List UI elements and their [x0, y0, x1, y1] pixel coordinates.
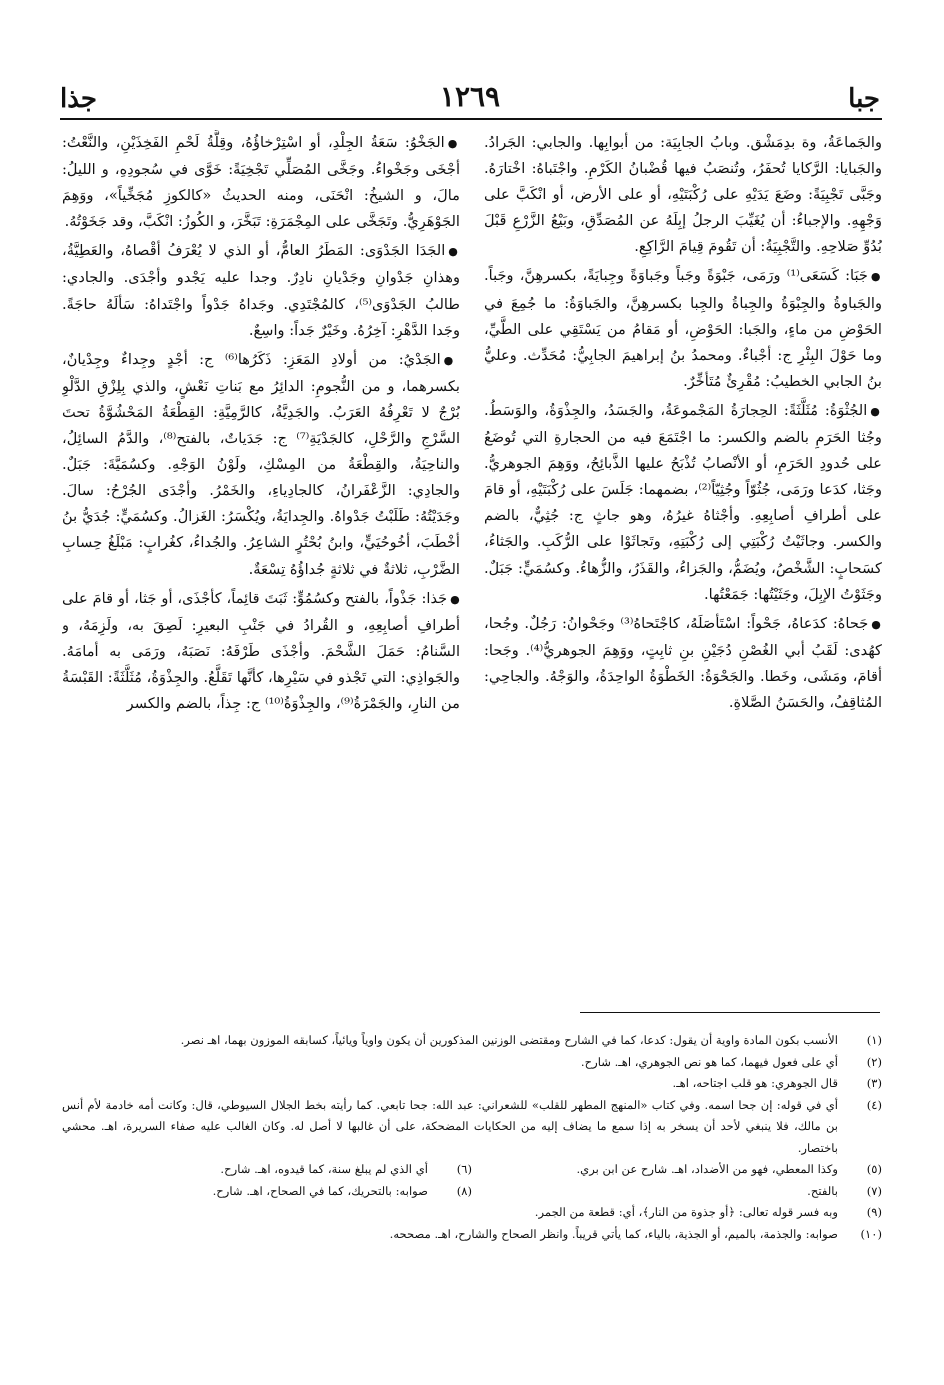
entry-paragraph — [62, 347, 460, 583]
footnote — [472, 1181, 882, 1203]
bullet-icon: ● — [447, 137, 460, 150]
entry-text: الجَخْوُ: سَعَةُ الجِلْدِ، أو اسْتِرْخاؤُهُ، وقِلَّةُ لَحْمِ الفَخِذَيْنِ، والنَّعْتُ: أجْخَى وجَخْواءُ. وجَخَّى المُصَلِّي تَجْخِيَةً: خَوَّى في سُجودِهِ، و الليلُ: مالَ، و الشيخُ: انْحَنَى، ومنه الحديثُ «كالكوزِ مُجَخِّياً»، ووَهِمَ الجَوْهَرِيُّ. وتَجَخَّى على المِجْمَرَةِ: تَبَخَّرَ، و الكُوزُ: انْكَبَّ، وقد جَخَوْتُهُ. — [62, 134, 460, 231]
footnote-number: (٣) — [866, 1076, 882, 1090]
entry-paragraph — [62, 586, 460, 717]
footnote-number: (٤) — [866, 1097, 882, 1112]
entry-paragraph — [484, 398, 882, 608]
footnote-text: الأنسب بكون المادة واوية أن يقول: كدعا، كما في الشارح ومقتضى الوزنين المذكورين أن يكون واوياً ويائياً، كسابقه الموزون بهما، اهـ نصر. — [180, 1033, 838, 1047]
entry-text: الجُثْوَةُ: مُثَلَّثَةً: الحِجارَةُ المَجْموعَةُ، والجَسَدُ، والجِذْوَةُ، والوَسَطُ. وجُثا الحَرَمِ بالضم والكسر: ما اجْتَمَعَ فيه من الحجارةِ التي تُوضَعُ على حُدودِ الحَرَمِ، أو الأنْصابُ تُذْبَحُ عليها الذَّبائِحُ، ووَهِمَ الجوهريُّ. وجَثا، كدَعا ورَمَى، جُثُوّاً وجُثِيّاً⁽²⁾، بضمهما: جَلَسَ على رُكْبَتَيْهِ، أو قامَ على أطرافِ أصابِعِهِ. وأجْثاهُ غيرُهُ، وهو جاثٍ ج: جُثِيٌّ، بالضم والكسر. وجاثَيْتُ رُكْبَتِي إلى رُكْبَتِهِ، وتَجاثَوْا على الرُّكَبِ. والجَثاءُ، كسَحابٍ: الشَّخْصُ، ويُضَمُّ، والجَزاءُ، والقَذَرُ، والزُّهاءُ. وكسُمَيٍّ: جَبَلٌ. وجَثَوْتُ الإبِلَ، وجَثَيْتُها: جَمَعْتُها. — [484, 401, 882, 603]
left-column — [62, 130, 460, 1000]
footnote-number: (٨) — [456, 1183, 472, 1198]
footnote — [62, 1181, 472, 1203]
footnote — [62, 1030, 882, 1052]
footnote — [472, 1159, 882, 1181]
bullet-icon: ● — [871, 617, 882, 631]
footnote — [62, 1202, 882, 1224]
entry-text: جَبَا: كَسَعَى⁽¹⁾ ورَمَى، جَبْوَةً وجَباً وجَباوَةً وجِبايَةً، بكسرهِنَّ، وجَباً. والجَباوةُ والجِبْوَةُ والجِباةُ والجِبا بكسرهِنَّ، والجَباوَةُ: ما جُمِعَ في الحَوْضِ من ماءٍ، والجَبا: الحَوْضِ، أو مَقامُ من يَسْتَقِي على الطَّيِّ، وما حَوْلَ البِئْرِ ج: أجْباءٌ. ومحمدُ بنُ إبراهيمَ الجابِيُّ: مُحَدِّث. وعليُّ بنُ الجابي الخطيبُ: مُقْرِئٌ مُتَأخِّرٌ. — [484, 267, 882, 390]
footnote-text: أي على فعول فيهما، كما هو نص الجوهري، اهـ. شارح. — [580, 1054, 838, 1069]
entry-paragraph — [62, 130, 460, 235]
footnote-text: أي في قوله: إن جحا اسمه. وفي كتاب «المنهج المطهر للقلب» للشعراني: عبد الله: جحا تابعي. كما رأيته بخط الجلال السيوطي، قال: وكانت أمه خادمة لأم أنس بن مالك، فلا ينبغي لأحد أن يسخر به إذا سمع ما يضاف إليه من الحكايات المضحكة، على أن غالبها لا أصل له. وكان الغالب عليه صفاء السريرة، اهـ. محشي باختصار. — [62, 1097, 838, 1155]
footnote — [62, 1052, 882, 1074]
footnote-row — [62, 1181, 882, 1203]
bullet-icon: ● — [870, 404, 882, 418]
entry-paragraph — [484, 263, 882, 394]
footnote-number: (١٠) — [860, 1226, 882, 1241]
footnote-number: (٧) — [866, 1183, 882, 1198]
header-left-word: جذا — [60, 84, 97, 114]
entry-text: جَذا: جَذْواً، بالفتح وكسُمُوٍّ: ثَبَتَ قائِماً، كأجْذَى، أو جَثا، أو قامَ على أطرافِ أصابِعِهِ، و القُرادُ في جَنْبِ البعيرِ: لَصِقَ به، ولَزِمَهُ، و السَّنامُ: حَمَلَ الشَّحْمَ. وأجْذَى طَرْفَهُ: نَصَبَهُ، ورَمَى به أمامَهُ. والجَواذِي: التي تَجْذو في سَيْرِها، كأنَّها تَقَلَّعُ. والجِذْوَةُ، مُثَلَّثَةً: القَبْسَةُ من النارِ، والجَمْرَةُ⁽⁹⁾، والجِذْوَةُ⁽¹⁰⁾ ج: جِذاً، بالضم والكسر — [62, 589, 460, 712]
entry-text: الجَدْيُ: من أولادِ المَعَزِ: ذَكَرُها⁽⁶⁾ ج: أجْدٍ وجِداءٌ وجِدْيانٌ، بكسرهما، و من النُّجومِ: الدائِرُ مع بَناتِ نَعْشٍ، والذي بِلِزْقِ الدَّلْوِ بُرْجٌ لا تَعْرِفُهُ العَرَبُ. والجَدِيَّةُ، كالرَّمِيَّةِ: القِطْعَةُ المَحْشُوَّةُ تحتَ السَّرْجِ والرَّحْلِ، كالجَدْيَةِ⁽⁷⁾ ج: جَدَياتٌ، بالفتح⁽⁸⁾، والدَّمُ السائِلُ، والناحِيَةُ، والقِطْعَةُ من المِسْكِ، ولَوْنُ الوَجْهِ. وكسُمَيَّةَ: جَبَلٌ. والجادِي: الزَّعْفَرانُ، كالجادِياءِ، والخَمْرُ. وأجْدَى الجُرْحُ: سالَ. وجَدَيْتُهُ: طَلَبْتُ جَدْواهُ. والجِدايَةُ، ويُكْسَرُ: الغَزالُ. وكسُمَيٍّ: جُدَيُّ بنُ أخْطَبَ، أخُوحُيَيٍّ، وابنُ بُحْتُرٍ الشاعِرُ. والجُداءُ، كغُرابٍ: مَبْلَغُ حِسابِ الضَّرْبِ، ثلاثةٌ في ثلاثةٍ جُداؤُهُ تِسْعَةٌ. — [62, 350, 460, 578]
footnotes — [62, 1030, 882, 1245]
footnote-number: (٦) — [456, 1162, 472, 1176]
footnote-text: صوابه: والجذمة، بالميم، أو الجذية، بالياء، كما يأتي قريباً. وانظر الصحاح والشارح، اهـ. مصححه. — [389, 1226, 838, 1241]
header-rule — [60, 118, 882, 120]
footnote-text: صوابه: بالتحريك، كما في الصحاح، اهـ. شارح. — [212, 1183, 428, 1198]
bullet-icon: ● — [450, 592, 460, 606]
bullet-icon: ● — [870, 270, 882, 284]
page-header — [60, 80, 880, 116]
footnote-text: وبه فسر قوله تعالى: ﴿أو جذوة من النار﴾، أي: قطعة من الجمر. — [534, 1205, 838, 1219]
footnote — [62, 1224, 882, 1246]
entry-paragraph: والجَماعَةُ، وة بدِمَشْق. وبابُ الجابِيَة: من أبوابِها. والجابي: الجَرادُ. والجَبايا: الرَّكايا تُحفَرُ، وتُنصَبُ فيها قُضْبانُ الكَرْمِ. واجْتَباهُ: اخْتارَهُ. وجَبَّى تَجْبِيَةً: وضَعَ يَدَيْهِ على رُكْبَتَيْهِ، أو على الأرض، أو انْكَبَّ على وَجْهِهِ. والإجباءُ: أن يُغَيِّبَ الرجلُ إبِلَهُ عن المُصَدِّقِ، وبَيْعُ الزَّرْعِ قَبْلَ بُدُوِّ صَلاحِهِ. والتَّجْبِيَةُ: أن تَقُومَ قِيامَ الرَّاكِعِ. — [484, 134, 882, 256]
bullet-icon: ● — [448, 245, 460, 259]
footnote-number: (٩) — [866, 1205, 882, 1219]
footnote-number: (١) — [866, 1033, 882, 1047]
footnote-text: أي الذي لم يبلغ سنة، كما قيدوه، اهـ. شارح. — [220, 1162, 428, 1176]
entry-paragraph — [484, 611, 882, 716]
page-number: ١٢٦٩ — [439, 80, 501, 113]
footnote-text: قال الجوهري: هو قلب اجتاحه، اهـ. — [672, 1076, 838, 1090]
footnote-row — [62, 1159, 882, 1181]
footnote-number: (٢) — [866, 1054, 882, 1069]
footnote — [62, 1095, 882, 1160]
footnote-text: وكذا المعطي، فهو من الأضداد، اهـ. شارح عن ابن بري. — [576, 1162, 838, 1176]
footnote-text: بالفتح. — [807, 1183, 838, 1198]
entry-text: الجَدَا الجَدْوَى: المَطَرُ العامُّ، أو الذي لا يُعْرَفُ أقْصاهُ، والعَطِيَّةُ، وهذانِ جَدْوانِ وجَدْيانِ نادِرٌ. وجدا عليه يَجْدو وأجْدَى. والجادي: طالبُ الجَدْوَى⁽⁵⁾، كالمُجْتَدِي. وجَداهُ جَدْواً واجْتَداهُ: سَألَهُ حاجَةً. وجَدا الدَّهْرِ: آخِرُهُ. وخَيْرٌ جَداً: واسِعٌ. — [62, 242, 460, 339]
right-column — [484, 130, 882, 1000]
entry-text: جَحاهُ: كدَعاهُ، جَحْواً: اسْتَأصَلَهُ، كاجْتَحاهُ⁽³⁾ وجَحْوانُ: رَجُلٌ. وجُحا، كهُدى: لَقَبُ أبي الغُصْنِ دُجَيْنِ بنِ ثابِتٍ، ووَهِمَ الجوهريُّ⁽⁴⁾. وجَحا: أقامَ، ومَشَى، وخَطا. والجَحْوَةُ: الخَطْوَةُ الواحِدَةُ، والوَجْهُ. والجاحِي: المُثاقِفُ، والحَسَنُ الصَّلاةِ. — [484, 614, 882, 711]
footnote — [62, 1159, 472, 1181]
header-right-word: جبا — [848, 84, 880, 114]
entry-paragraph — [62, 238, 460, 343]
footnote-number: (٥) — [866, 1162, 882, 1176]
footnote-rule — [580, 1012, 880, 1013]
footnote — [62, 1073, 882, 1095]
bullet-icon: ● — [443, 353, 460, 367]
